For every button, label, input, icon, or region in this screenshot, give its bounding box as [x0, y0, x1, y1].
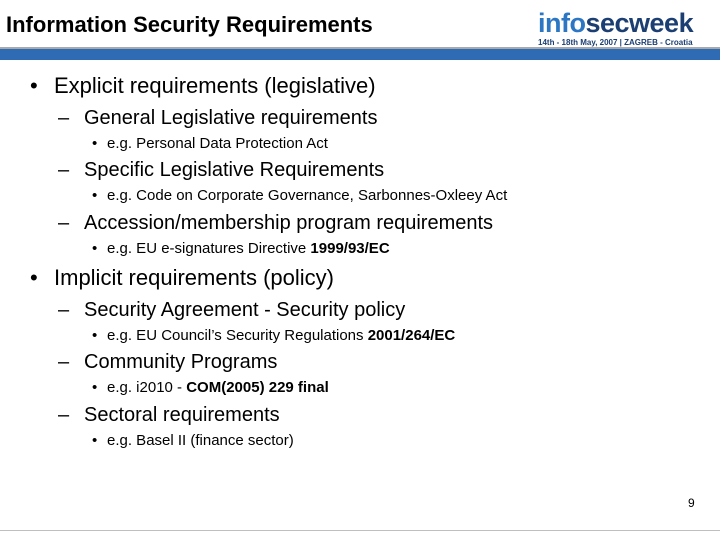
bullet-text: e.g. EU e-signatures Directive — [107, 240, 311, 257]
bullet-text: General Legislative requirements — [84, 107, 378, 129]
bullet-bold-ref: 1999/93/EC — [310, 240, 390, 257]
logo-wordmark — [538, 8, 698, 38]
bullet-marker: • — [92, 379, 98, 396]
bullet-text: Specific Legislative Requirements — [84, 159, 385, 181]
bullet-level2 — [58, 404, 280, 427]
dash-marker: – — [58, 159, 70, 181]
page-number: 9 — [688, 496, 695, 510]
bullet-level3 — [92, 187, 507, 204]
bullet-level2 — [58, 299, 405, 322]
bullet-level3 — [92, 240, 390, 257]
infosecweek-logo — [538, 8, 698, 47]
bullet-text: Sectoral requirements — [84, 404, 280, 426]
bullet-level2 — [58, 212, 493, 235]
bullet-bold-ref: 2001/264/EC — [367, 327, 456, 344]
bullet-bold-ref: COM(2005) 229 final — [186, 379, 329, 396]
bullet-text: Accession/membership program requirements — [84, 212, 494, 234]
dash-marker: – — [58, 299, 70, 321]
bullet-text: e.g. i2010 - — [107, 379, 187, 396]
bullet-marker: • — [92, 240, 98, 257]
bullet-marker: • — [30, 265, 38, 290]
bullet-marker: • — [92, 187, 98, 204]
logo-part-secweek: secweek — [585, 8, 694, 38]
bullet-text: Security Agreement - Security policy — [84, 299, 406, 321]
footer-rule — [0, 530, 720, 531]
bullet-text: Explicit requirements (legislative) — [54, 73, 376, 98]
bullet-marker: • — [92, 135, 98, 152]
slide-title: Information Security Requirements — [6, 12, 373, 37]
bullet-level3 — [92, 135, 328, 152]
dash-marker: – — [58, 404, 70, 426]
bullet-text: e.g. Personal Data Protection Act — [107, 135, 328, 152]
logo-subtitle: 14th - 18th May, 2007 | ZAGREB - Croatia — [538, 38, 693, 47]
dash-marker: – — [58, 212, 70, 234]
bullet-text: e.g. Code on Corporate Governance, Sarbonnes-Oxleey Act — [107, 187, 508, 204]
bullet-marker: • — [92, 432, 98, 449]
bullet-text: Community Programs — [84, 351, 278, 373]
bullet-level3 — [92, 327, 455, 344]
logo-part-info: info — [538, 8, 586, 38]
header-rule-blue — [0, 49, 720, 60]
bullet-level1 — [30, 73, 376, 99]
dash-marker: – — [58, 107, 70, 129]
bullet-marker: • — [30, 73, 38, 98]
bullet-level2 — [58, 159, 384, 182]
dash-marker: – — [58, 351, 70, 373]
bullet-level2 — [58, 351, 277, 374]
bullet-text: e.g. Basel II (finance sector) — [107, 432, 294, 449]
bullet-text: Implicit requirements (policy) — [54, 265, 334, 290]
bullet-marker: • — [92, 327, 98, 344]
bullet-text: e.g. EU Council’s Security Regulations — [107, 327, 368, 344]
bullet-level2 — [58, 107, 378, 130]
bullet-level1 — [30, 265, 334, 291]
bullet-level3 — [92, 432, 294, 449]
bullet-level3 — [92, 379, 329, 396]
